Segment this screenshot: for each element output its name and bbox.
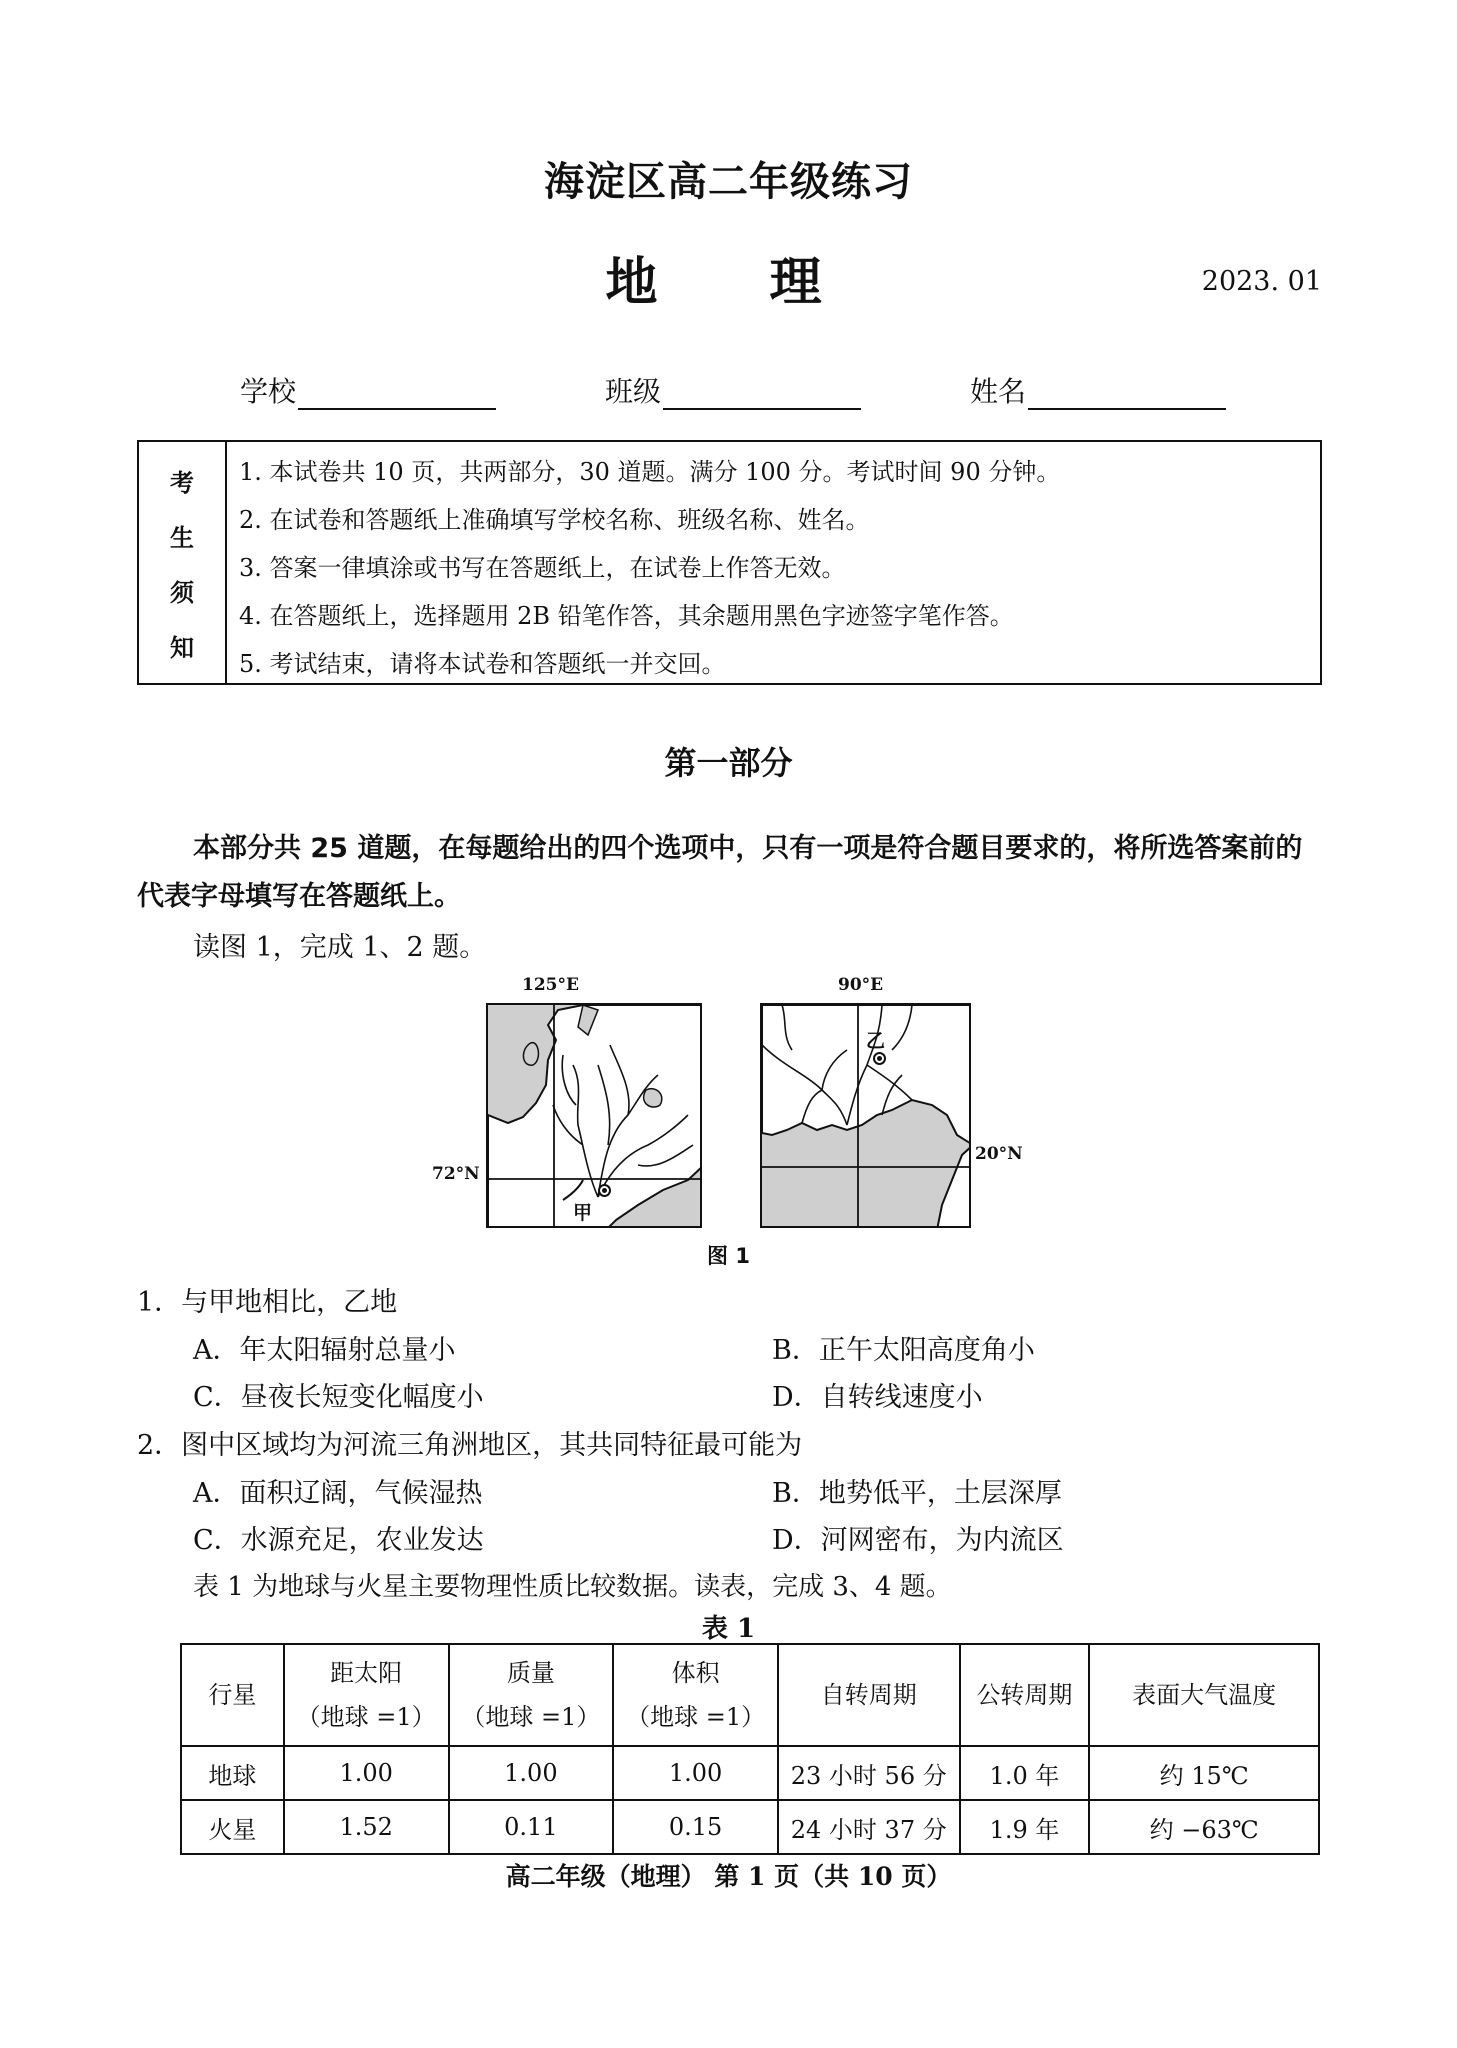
- right-map-latitude-label: 20°N: [975, 1144, 1023, 1164]
- point-jia-marker: [598, 1184, 611, 1197]
- question-2-option-d[interactable]: D．河网密布，为内流区: [772, 1525, 1064, 1556]
- header-cell: 体积 （地球 =1）: [613, 1644, 778, 1746]
- notice-items: [239, 448, 1310, 688]
- notice-item: 5. 考试结束，请将本试卷和答题纸一并交回。: [239, 650, 726, 678]
- question-1-option-c[interactable]: C．昼夜长短变化幅度小: [193, 1382, 484, 1413]
- point-yi-marker: [873, 1052, 886, 1065]
- point-jia-label: 甲: [573, 1202, 593, 1224]
- school-label: 学校: [240, 375, 297, 408]
- notice-item: 4. 在答题纸上，选择题用 2B 铅笔作答，其余题用黑色字迹签字笔作答。: [239, 602, 1014, 630]
- notice-label-char: 生: [170, 523, 194, 552]
- table-row: [181, 1800, 1319, 1854]
- question-2-stem: 2．图中区域均为河流三角洲地区，其共同特征最可能为: [137, 1430, 803, 1461]
- notice-item: 3. 答案一律填涂或书写在答题纸上，在试卷上作答无效。: [239, 554, 846, 582]
- school-field[interactable]: [240, 370, 496, 410]
- right-map-longitude-label: 90°E: [838, 975, 884, 995]
- table-cell: 0.15: [613, 1800, 778, 1854]
- notice-label-char: 须: [170, 578, 194, 607]
- table-cell: 1.0 年: [960, 1746, 1090, 1800]
- notice-label: [139, 442, 227, 683]
- class-field[interactable]: [605, 370, 861, 410]
- notice-label-char: 考: [170, 468, 194, 497]
- table-cell: 地球: [181, 1746, 284, 1800]
- lena-delta-map: [486, 1003, 702, 1228]
- page-footer: 高二年级（地理） 第 1 页（共 10 页）: [505, 1862, 952, 1891]
- class-label: 班级: [605, 375, 662, 408]
- question-1-option-a[interactable]: A．年太阳辐射总量小: [193, 1335, 456, 1366]
- figure-caption: 图 1: [707, 1244, 750, 1268]
- left-map-latitude-label: 72°N: [432, 1164, 480, 1184]
- question-2-option-a[interactable]: A．面积辽阔，气候湿热: [193, 1478, 483, 1509]
- subject-title: 地 理: [605, 252, 852, 313]
- header-cell: 表面大气温度: [1089, 1644, 1319, 1746]
- question-1-stem: 1．与甲地相比，乙地: [137, 1287, 398, 1318]
- name-field[interactable]: [970, 370, 1226, 410]
- planet-comparison-table: [180, 1643, 1320, 1855]
- exam-date: 2023. 01: [1201, 266, 1322, 297]
- header-cell: 行星: [181, 1644, 284, 1746]
- point-yi-label: 乙: [866, 1030, 886, 1052]
- table-cell: 24 小时 37 分: [778, 1800, 960, 1854]
- table-cell: 23 小时 56 分: [778, 1746, 960, 1800]
- question-2-option-c[interactable]: C．水源充足，农业发达: [193, 1525, 484, 1556]
- header-cell: 距太阳 （地球 =1）: [284, 1644, 449, 1746]
- name-label: 姓名: [970, 375, 1027, 408]
- table-cell: 1.9 年: [960, 1800, 1090, 1854]
- table-cell: 火星: [181, 1800, 284, 1854]
- candidate-notice-box: [137, 440, 1322, 685]
- table-cell: 1.00: [284, 1746, 449, 1800]
- part-title: 第一部分: [664, 744, 793, 782]
- table-intro: 表 1 为地球与火星主要物理性质比较数据。读表，完成 3、4 题。: [193, 1572, 952, 1602]
- part-instructions: 本部分共 25 道题，在每题给出的四个选项中，只有一项是符合题目要求的，将所选答案前的代表字母填写在答题纸上。: [137, 833, 1303, 912]
- table-row: [181, 1746, 1319, 1800]
- header-cell: 自转周期: [778, 1644, 960, 1746]
- header-cell: 公转周期: [960, 1644, 1090, 1746]
- table-cell: 约 −63℃: [1089, 1800, 1319, 1854]
- table-cell: 约 15℃: [1089, 1746, 1319, 1800]
- table-title: 表 1: [701, 1614, 756, 1644]
- question-1-option-d[interactable]: D．自转线速度小: [772, 1382, 983, 1413]
- table-cell: 0.11: [449, 1800, 614, 1854]
- lena-delta-map-drawing: [488, 1005, 702, 1228]
- notice-item: 2. 在试卷和答题纸上准确填写学校名称、班级名称、姓名。: [239, 506, 870, 534]
- table-header-row: [181, 1644, 1319, 1746]
- table-cell: 1.00: [449, 1746, 614, 1800]
- read-figure-prompt: 读图 1，完成 1、2 题。: [193, 932, 487, 963]
- notice-label-char: 知: [170, 633, 194, 662]
- exam-title: 海淀区高二年级练习: [544, 158, 913, 205]
- left-map-longitude-label: 125°E: [522, 975, 579, 995]
- table-cell: 1.00: [613, 1746, 778, 1800]
- question-1-option-b[interactable]: B．正午太阳高度角小: [772, 1335, 1035, 1366]
- table-cell: 1.52: [284, 1800, 449, 1854]
- notice-item: 1. 本试卷共 10 页，共两部分，30 道题。满分 100 分。考试时间 90 分钟。: [239, 458, 1061, 486]
- header-cell: 质量 （地球 =1）: [449, 1644, 614, 1746]
- question-2-option-b[interactable]: B．地势低平，土层深厚: [772, 1478, 1062, 1509]
